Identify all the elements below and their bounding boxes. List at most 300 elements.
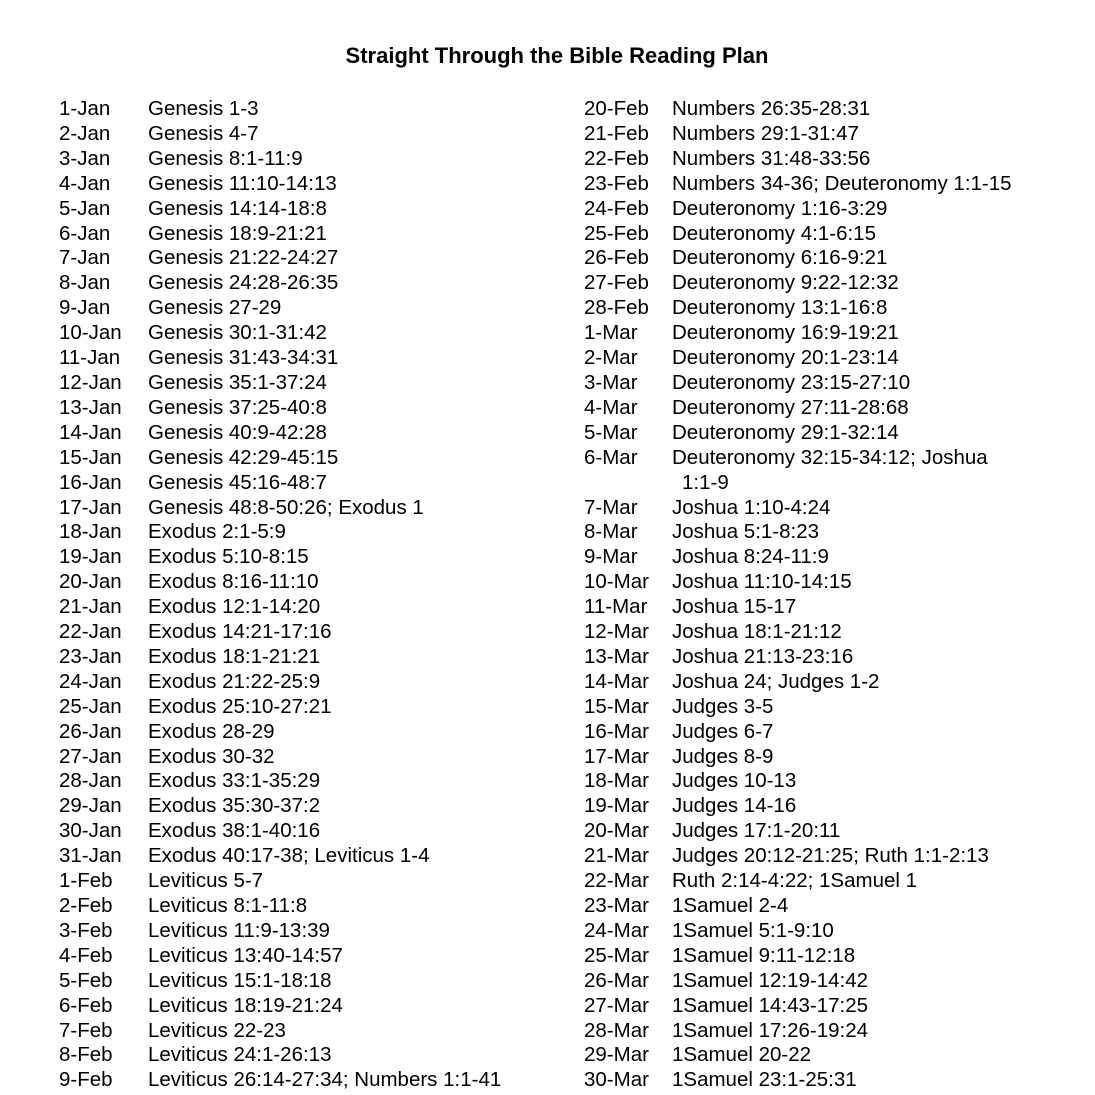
entry-reading [148, 520, 286, 545]
entry-date: 2-Feb [59, 894, 113, 917]
reading-entry [59, 994, 501, 1019]
entry-reading [672, 769, 796, 794]
entry-date: 24-Feb [584, 196, 649, 220]
entry-reading-text: Genesis 14:14-18:8 [148, 196, 327, 220]
entry-reading [672, 1019, 868, 1044]
left-column [59, 97, 501, 1093]
entry-reading-text: Judges 14-16 [672, 794, 797, 818]
reading-entry [59, 620, 501, 645]
entry-reading [148, 1068, 501, 1093]
reading-entry [59, 321, 501, 346]
entry-reading-text: Deuteronomy 27:11-28:68 [672, 395, 909, 419]
entry-date: 7-Jan [59, 246, 111, 270]
reading-entry [584, 271, 1012, 296]
entry-date: 27-Mar [584, 993, 649, 1017]
entry-reading [672, 595, 796, 620]
entry-reading [148, 1019, 286, 1044]
entry-reading [148, 570, 319, 595]
entry-reading [148, 271, 338, 296]
entry-reading [148, 969, 331, 994]
entry-date: 28-Mar [584, 1018, 649, 1042]
reading-entry [584, 172, 1012, 197]
reading-entry [59, 172, 501, 197]
entry-date: 9-Feb [59, 1068, 113, 1092]
entry-reading-text: Genesis 8:1-11:9 [148, 146, 303, 170]
entry-reading [672, 197, 887, 222]
entry-reading [672, 570, 852, 595]
reading-entry [584, 446, 1012, 496]
entry-reading-text: Exodus 5:10-8:15 [148, 545, 309, 569]
entry-reading-text: 1Samuel 20-22 [672, 1043, 812, 1067]
entry-reading [148, 446, 338, 471]
reading-entry [584, 745, 1012, 770]
entry-reading [672, 496, 830, 521]
reading-entry [584, 296, 1012, 321]
entry-date: 9-Mar [584, 545, 638, 569]
reading-entry [59, 396, 501, 421]
entry-date: 23-Jan [59, 644, 122, 668]
entry-reading-text: Exodus 14:21-17:16 [148, 620, 332, 644]
entry-reading [148, 346, 338, 371]
entry-reading-text: Numbers 29:1-31:47 [672, 121, 859, 145]
entry-date: 28-Jan [59, 769, 122, 793]
entry-reading [672, 545, 829, 570]
entry-reading [148, 894, 307, 919]
entry-date: 5-Mar [584, 420, 638, 444]
entry-reading-text: 1Samuel 17:26-19:24 [672, 1018, 869, 1042]
entry-date: 4-Jan [59, 171, 111, 195]
entry-date: 17-Mar [584, 744, 649, 768]
reading-entry [59, 421, 501, 446]
entry-reading-text: Joshua 24; Judges 1-2 [672, 669, 880, 693]
entry-reading-text: Genesis 4-7 [148, 121, 259, 145]
entry-date: 1-Feb [59, 869, 113, 893]
reading-entry [59, 197, 501, 222]
entry-reading-text: Genesis 18:9-21:21 [148, 221, 327, 245]
reading-entry [584, 645, 1012, 670]
reading-entry [584, 1068, 1012, 1093]
entry-date: 19-Mar [584, 794, 649, 818]
entry-reading [672, 97, 870, 122]
entry-date: 18-Mar [584, 769, 649, 793]
entry-reading [672, 147, 870, 172]
entry-reading [148, 595, 320, 620]
entry-reading [672, 122, 859, 147]
entry-reading [672, 794, 796, 819]
entry-date: 30-Jan [59, 819, 122, 843]
reading-entry [59, 246, 501, 271]
entry-reading-text: 1Samuel 14:43-17:25 [672, 993, 869, 1017]
entry-date: 10-Jan [59, 321, 122, 345]
reading-entry [59, 819, 501, 844]
entry-date: 18-Jan [59, 520, 122, 544]
entry-reading [672, 446, 988, 496]
reading-entry [59, 1068, 501, 1093]
entry-date: 26-Jan [59, 719, 122, 743]
entry-reading-text: Deuteronomy 32:15-34:12; Joshua [672, 445, 988, 469]
reading-entry [584, 421, 1012, 446]
entry-reading [672, 396, 909, 421]
entry-reading-continuation: 1:1-9 [682, 470, 729, 494]
entry-reading [672, 371, 910, 396]
reading-entry [584, 122, 1012, 147]
reading-entry [584, 869, 1012, 894]
entry-reading [148, 321, 327, 346]
entry-date: 12-Mar [584, 620, 649, 644]
entry-reading [148, 197, 327, 222]
entry-reading-text: Judges 10-13 [672, 769, 797, 793]
reading-entry [584, 520, 1012, 545]
entry-date: 23-Mar [584, 894, 649, 917]
entry-reading [148, 919, 330, 944]
reading-entry [59, 695, 501, 720]
entry-reading-text: Judges 17:1-20:11 [672, 819, 841, 843]
entry-reading [672, 894, 788, 919]
reading-entry [59, 769, 501, 794]
entry-reading-text: Deuteronomy 6:16-9:21 [672, 246, 888, 270]
entry-reading [672, 670, 879, 695]
entry-reading [672, 994, 868, 1019]
reading-entry [584, 769, 1012, 794]
reading-entry [584, 1019, 1012, 1044]
reading-entry [59, 745, 501, 770]
reading-entry [59, 1019, 501, 1044]
entry-reading [672, 346, 899, 371]
entry-reading-text: Genesis 11:10-14:13 [148, 171, 337, 195]
entry-reading-text: Joshua 15-17 [672, 595, 797, 619]
reading-entry [584, 246, 1012, 271]
entry-reading-text: Exodus 12:1-14:20 [148, 595, 321, 619]
entry-reading [672, 296, 887, 321]
reading-entry [584, 570, 1012, 595]
entry-reading [148, 794, 320, 819]
entry-reading [148, 1043, 331, 1068]
entry-reading-text: Exodus 30-32 [148, 744, 275, 768]
entry-reading-text: Deuteronomy 1:16-3:29 [672, 196, 888, 220]
entry-reading [148, 296, 281, 321]
entry-date: 25-Jan [59, 694, 122, 718]
entry-reading [148, 172, 337, 197]
reading-entry [584, 97, 1012, 122]
reading-entry [59, 147, 501, 172]
entry-date: 23-Feb [584, 171, 649, 195]
entry-date: 22-Jan [59, 620, 122, 644]
entry-date: 27-Feb [584, 271, 649, 295]
entry-reading [672, 844, 989, 869]
reading-entry [584, 197, 1012, 222]
entry-reading [672, 645, 853, 670]
entry-reading-text: Exodus 2:1-5:9 [148, 520, 286, 544]
entry-reading-text: Genesis 24:28-26:35 [148, 271, 339, 295]
entry-date: 30-Mar [584, 1068, 649, 1092]
entry-date: 17-Jan [59, 495, 122, 519]
entry-reading [672, 520, 819, 545]
entry-date: 28-Feb [584, 296, 649, 320]
entry-date: 22-Feb [584, 146, 649, 170]
entry-reading [148, 695, 332, 720]
entry-reading [672, 172, 1012, 197]
entry-reading [148, 844, 429, 869]
entry-date: 26-Mar [584, 968, 649, 992]
reading-entry [584, 545, 1012, 570]
reading-entry [584, 819, 1012, 844]
entry-reading-text: Numbers 31:48-33:56 [672, 146, 871, 170]
entry-reading-text: Leviticus 15:1-18:18 [148, 968, 332, 992]
entry-date: 21-Feb [584, 121, 649, 145]
reading-entry [59, 122, 501, 147]
entry-date: 6-Mar [584, 445, 638, 469]
entry-date: 6-Jan [59, 221, 111, 245]
reading-entry [59, 944, 501, 969]
entry-reading-text: Judges 6-7 [672, 719, 774, 743]
entry-reading-text: Exodus 18:1-21:21 [148, 644, 321, 668]
entry-date: 2-Mar [584, 346, 638, 370]
entry-reading-text: Exodus 28-29 [148, 719, 275, 743]
entry-reading-text: Genesis 42:29-45:15 [148, 445, 339, 469]
entry-reading [148, 769, 320, 794]
entry-date: 10-Mar [584, 570, 649, 594]
entry-reading-text: 1Samuel 12:19-14:42 [672, 968, 869, 992]
entry-date: 11-Jan [59, 346, 121, 370]
entry-reading-text: Leviticus 11:9-13:39 [148, 918, 330, 942]
entry-reading-text: Genesis 40:9-42:28 [148, 420, 327, 444]
entry-date: 25-Feb [584, 221, 649, 245]
reading-entry [584, 794, 1012, 819]
entry-reading-text: Joshua 1:10-4:24 [672, 495, 831, 519]
entry-reading [672, 919, 834, 944]
entry-reading-text: Leviticus 26:14-27:34; Numbers 1:1-41 [148, 1068, 502, 1092]
entry-reading [148, 720, 275, 745]
right-column [584, 97, 1012, 1093]
entry-reading [148, 122, 259, 147]
reading-entry [584, 695, 1012, 720]
entry-reading [672, 620, 842, 645]
reading-entry [584, 595, 1012, 620]
reading-entry [59, 371, 501, 396]
entry-reading-text: Deuteronomy 23:15-27:10 [672, 370, 911, 394]
entry-reading [672, 321, 899, 346]
entry-date: 29-Mar [584, 1043, 649, 1067]
reading-entry [584, 844, 1012, 869]
reading-entry [584, 147, 1012, 172]
reading-entry [59, 670, 501, 695]
reading-entry [584, 969, 1012, 994]
entry-reading [148, 97, 259, 122]
entry-date: 6-Feb [59, 993, 113, 1017]
reading-entry [584, 894, 1012, 919]
entry-reading [148, 246, 338, 271]
reading-entry [59, 595, 501, 620]
entry-reading [672, 222, 876, 247]
reading-entry [59, 919, 501, 944]
entry-reading [672, 720, 773, 745]
entry-date: 27-Jan [59, 744, 122, 768]
entry-date: 22-Mar [584, 869, 649, 893]
entry-reading [148, 371, 327, 396]
entry-date: 11-Mar [584, 595, 648, 619]
entry-date: 15-Jan [59, 445, 122, 469]
entry-date: 9-Jan [59, 296, 111, 320]
reading-entry [59, 446, 501, 471]
entry-reading [148, 944, 343, 969]
reading-entry [59, 894, 501, 919]
entry-reading-text: Genesis 21:22-24:27 [148, 246, 339, 270]
reading-entry [584, 620, 1012, 645]
entry-date: 5-Feb [59, 968, 113, 992]
entry-date: 14-Mar [584, 669, 649, 693]
reading-entry [584, 222, 1012, 247]
entry-date: 15-Mar [584, 694, 649, 718]
reading-entry [59, 296, 501, 321]
entry-date: 4-Mar [584, 395, 638, 419]
entry-reading-text: 1Samuel 9:11-12:18 [672, 943, 856, 967]
entry-reading-text: Ruth 2:14-4:22; 1Samuel 1 [672, 869, 918, 893]
entry-reading [148, 471, 327, 496]
reading-entry [59, 97, 501, 122]
reading-entry [59, 570, 501, 595]
entry-reading [672, 1043, 811, 1068]
entry-reading-text: Deuteronomy 29:1-32:14 [672, 420, 899, 444]
entry-reading-text: Exodus 35:30-37:2 [148, 794, 321, 818]
entry-date: 7-Mar [584, 495, 638, 519]
entry-reading-text: Leviticus 18:19-21:24 [148, 993, 343, 1017]
entry-reading-text: Joshua 18:1-21:12 [672, 620, 842, 644]
entry-reading-text: Genesis 45:16-48:7 [148, 470, 327, 494]
entry-date: 16-Mar [584, 719, 649, 743]
entry-reading-text: 1Samuel 2-4 [672, 894, 789, 917]
entry-reading [672, 421, 899, 446]
reading-entry [584, 346, 1012, 371]
reading-entry [584, 396, 1012, 421]
entry-reading [148, 994, 343, 1019]
entry-reading-text: Judges 8-9 [672, 744, 774, 768]
entry-date: 3-Mar [584, 370, 638, 394]
entry-date: 13-Jan [59, 395, 122, 419]
entry-date: 21-Jan [59, 595, 122, 619]
entry-reading [672, 869, 917, 894]
entry-reading-text: 1Samuel 5:1-9:10 [672, 918, 834, 942]
reading-entry [59, 496, 501, 521]
entry-date: 26-Feb [584, 246, 649, 270]
entry-date: 4-Feb [59, 943, 113, 967]
reading-entry [59, 969, 501, 994]
entry-reading [672, 695, 773, 720]
entry-reading [672, 745, 773, 770]
reading-entry [59, 720, 501, 745]
entry-reading [672, 271, 899, 296]
entry-reading [148, 869, 263, 894]
entry-reading [672, 969, 868, 994]
entry-reading-text: Exodus 8:16-11:10 [148, 570, 319, 594]
entry-reading [672, 944, 855, 969]
entry-reading-text: Judges 20:12-21:25; Ruth 1:1-2:13 [672, 844, 989, 868]
entry-date: 29-Jan [59, 794, 122, 818]
reading-entry [584, 1043, 1012, 1068]
entry-date: 3-Feb [59, 918, 113, 942]
entry-reading [148, 147, 303, 172]
entry-reading-text: Leviticus 5-7 [148, 869, 264, 893]
entry-reading [148, 819, 320, 844]
entry-date: 7-Feb [59, 1018, 113, 1042]
entry-reading-text: Genesis 27-29 [148, 296, 282, 320]
entry-reading-text: Judges 3-5 [672, 694, 774, 718]
entry-reading [148, 620, 332, 645]
entry-reading-text: Joshua 8:24-11:9 [672, 545, 829, 569]
reading-entry [584, 944, 1012, 969]
entry-date: 24-Jan [59, 669, 122, 693]
entry-date: 14-Jan [59, 420, 122, 444]
reading-entry [59, 471, 501, 496]
reading-entry [59, 645, 501, 670]
entry-reading-text: Deuteronomy 13:1-16:8 [672, 296, 888, 320]
entry-reading [148, 545, 309, 570]
entry-reading [148, 745, 275, 770]
entry-reading [148, 645, 320, 670]
entry-reading-text: Genesis 1-3 [148, 97, 259, 120]
entry-reading-text: Genesis 30:1-31:42 [148, 321, 327, 345]
entry-reading-text: Deuteronomy 16:9-19:21 [672, 321, 899, 345]
reading-entry [59, 271, 501, 296]
entry-reading [672, 246, 887, 271]
entry-reading-text: Exodus 38:1-40:16 [148, 819, 321, 843]
entry-reading-text: Leviticus 22-23 [148, 1018, 286, 1042]
entry-reading-text: Leviticus 24:1-26:13 [148, 1043, 332, 1067]
reading-entry [59, 545, 501, 570]
entry-reading-text: Genesis 48:8-50:26; Exodus 1 [148, 495, 424, 519]
entry-date: 31-Jan [59, 844, 122, 868]
entry-reading-text: Joshua 11:10-14:15 [672, 570, 852, 594]
entry-reading-text: Leviticus 8:1-11:8 [148, 894, 308, 917]
reading-entry [59, 794, 501, 819]
entry-reading-text: Genesis 35:1-37:24 [148, 370, 327, 394]
entry-date: 3-Jan [59, 146, 111, 170]
reading-entry [584, 919, 1012, 944]
reading-entry [584, 720, 1012, 745]
entry-reading-text: Deuteronomy 20:1-23:14 [672, 346, 899, 370]
entry-reading [672, 1068, 857, 1093]
entry-reading [672, 819, 840, 844]
entry-reading-text: 1Samuel 23:1-25:31 [672, 1068, 857, 1092]
entry-reading-text: Numbers 26:35-28:31 [672, 97, 871, 120]
entry-date: 1-Jan [59, 97, 111, 120]
reading-entry [59, 520, 501, 545]
entry-date: 24-Mar [584, 918, 649, 942]
entry-reading [148, 396, 327, 421]
entry-date: 16-Jan [59, 470, 122, 494]
entry-date: 8-Mar [584, 520, 638, 544]
entry-date: 25-Mar [584, 943, 649, 967]
reading-entry [59, 346, 501, 371]
entry-date: 20-Feb [584, 97, 649, 120]
entry-reading-text: Numbers 34-36; Deuteronomy 1:1-15 [672, 171, 1012, 195]
entry-date: 1-Mar [584, 321, 638, 345]
reading-entry [584, 371, 1012, 396]
entry-reading-text: Exodus 21:22-25:9 [148, 669, 321, 693]
entry-date: 13-Mar [584, 644, 649, 668]
entry-reading-text: Joshua 21:13-23:16 [672, 644, 854, 668]
entry-reading-text: Genesis 37:25-40:8 [148, 395, 327, 419]
entry-reading-text: Deuteronomy 9:22-12:32 [672, 271, 899, 295]
entry-reading [148, 496, 424, 521]
entry-date: 2-Jan [59, 121, 111, 145]
entry-date: 12-Jan [59, 370, 122, 394]
entry-reading [148, 670, 320, 695]
entry-date: 20-Jan [59, 570, 122, 594]
entry-reading [148, 421, 327, 446]
reading-entry [584, 994, 1012, 1019]
entry-reading-text: Joshua 5:1-8:23 [672, 520, 820, 544]
page-title: Straight Through the Bible Reading Plan [345, 43, 769, 68]
